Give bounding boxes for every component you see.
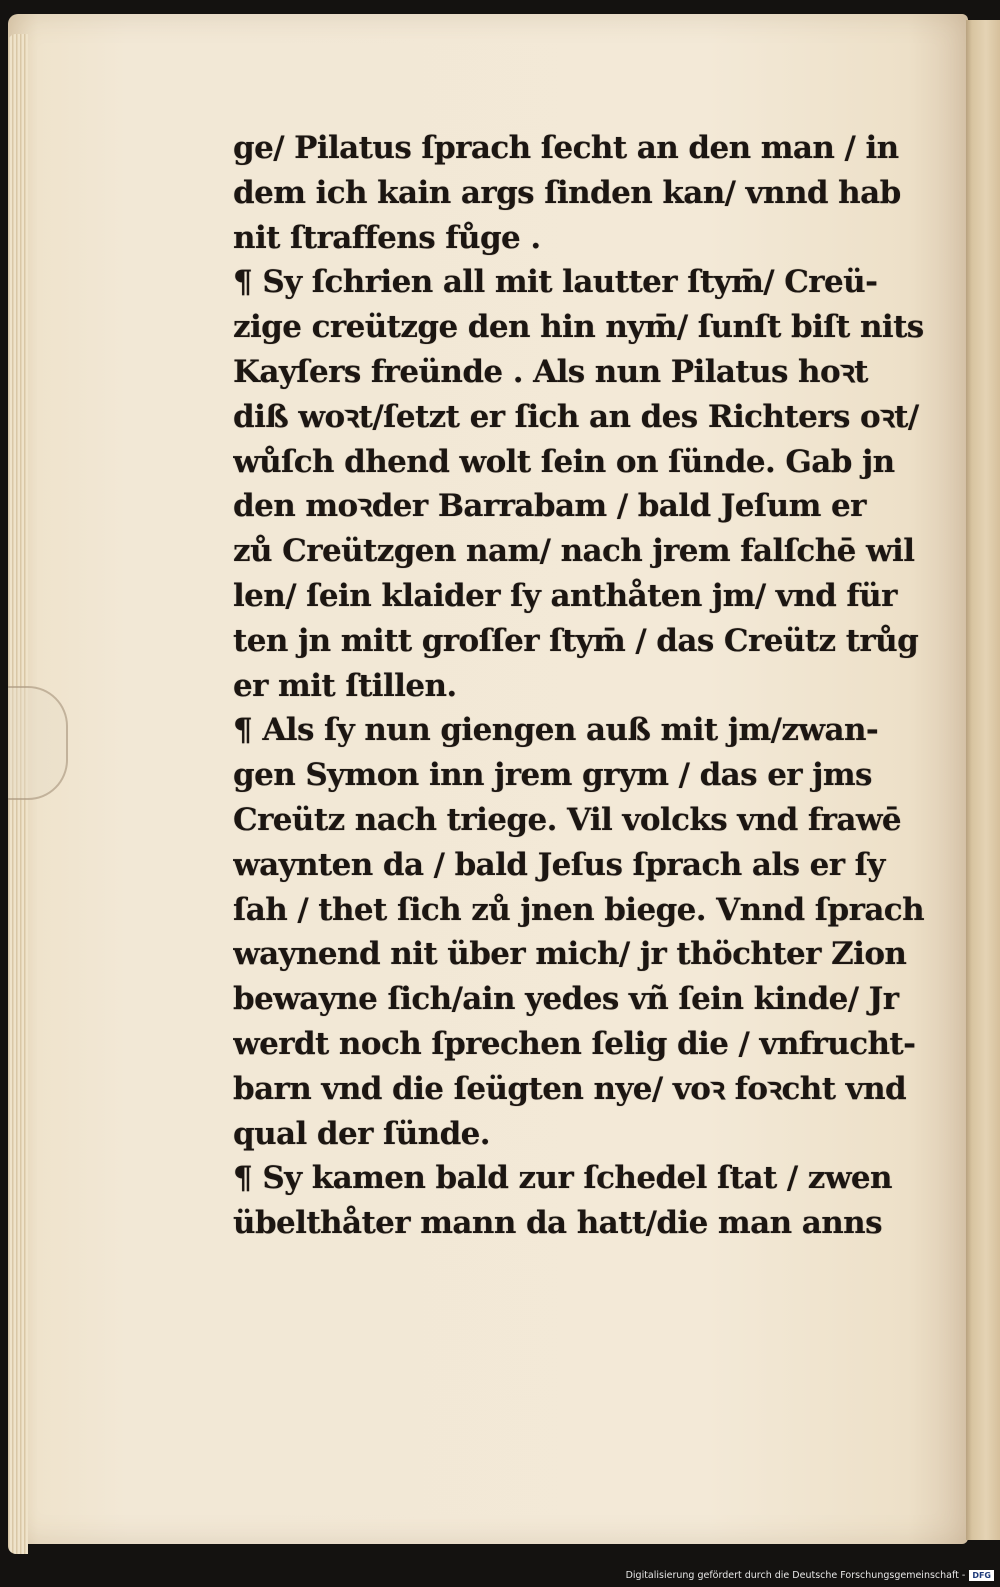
clip-mark — [8, 686, 68, 800]
text-line: zů Creützgen nam/ nach jrem falſchē wil — [233, 533, 915, 570]
text-line: bewayne ſich/ain yedes vñ ſein kinde/ Jr — [233, 981, 899, 1018]
text-line: barn vnd die ſeügten nye/ voꝛ foꝛcht vnd — [233, 1070, 907, 1107]
text-line: er mit ſtillen. — [233, 667, 457, 704]
text-line: waynten da / bald Jeſus ſprach als er ſy — [233, 846, 885, 883]
text-line: ge/ Pilatus ſprach ſecht an den man / in — [233, 130, 899, 166]
text-line: nit ſtraffens fůge . — [233, 219, 541, 256]
text-line: ſah / thet ſich zů jnen biege. Vnnd ſprach — [233, 891, 925, 928]
text-line: ¶ Sy ſchrien all mit lautter ſtym̄/ Creü- — [233, 264, 878, 301]
text-line: waynend nit über mich/ jr thöchter Zion — [233, 936, 907, 973]
text-line: Creütz nach triege. Vil volcks vnd frawē — [233, 801, 902, 838]
text-line: zige creützge den hin nym̄/ ſunſt biſt nits — [233, 309, 924, 346]
blackletter-text-block — [233, 126, 933, 1246]
text-line: gen Symon inn jrem grym / das er jms — [233, 757, 872, 794]
text-line: werdt noch ſprechen ſelig die / vnfrucht- — [233, 1025, 916, 1062]
text-line: ¶ Als ſy nun giengen auß mit jm/zwan- — [233, 712, 879, 749]
credit-text: Digitalisierung gefördert durch die Deutsche Forschungsgemeinschaft - — [625, 1569, 966, 1581]
text-line: ¶ Sy kamen bald zur ſchedel ſtat / zwen — [233, 1160, 892, 1197]
adjacent-page-edge — [966, 20, 1000, 1540]
text-line: dem ich kain args ſinden kan/ vnnd hab — [233, 174, 901, 211]
text-line: übelthåter mann da hatt/die man anns — [233, 1205, 882, 1242]
text-line: ten jn mitt groſſer ſtym̄ / das Creütz trůg — [233, 622, 919, 659]
text-line: len/ ſein klaider ſy anthåten jm/ vnd für — [233, 577, 897, 614]
text-line: qual der ſünde. — [233, 1115, 490, 1152]
text-line: Kayſers freünde . Als nun Pilatus hoꝛt — [233, 353, 868, 390]
digitization-credit — [626, 1568, 994, 1582]
text-line: diß woꝛt/ſetzt er ſich an des Richters oꝛt/ — [233, 398, 919, 435]
text-line: den moꝛder Barrabam / bald Jeſum er — [233, 488, 866, 525]
book-page — [8, 14, 968, 1544]
dfg-logo: DFG — [969, 1570, 994, 1581]
text-line: wůſch dhend wolt ſein on ſünde. Gab jn — [233, 443, 895, 480]
